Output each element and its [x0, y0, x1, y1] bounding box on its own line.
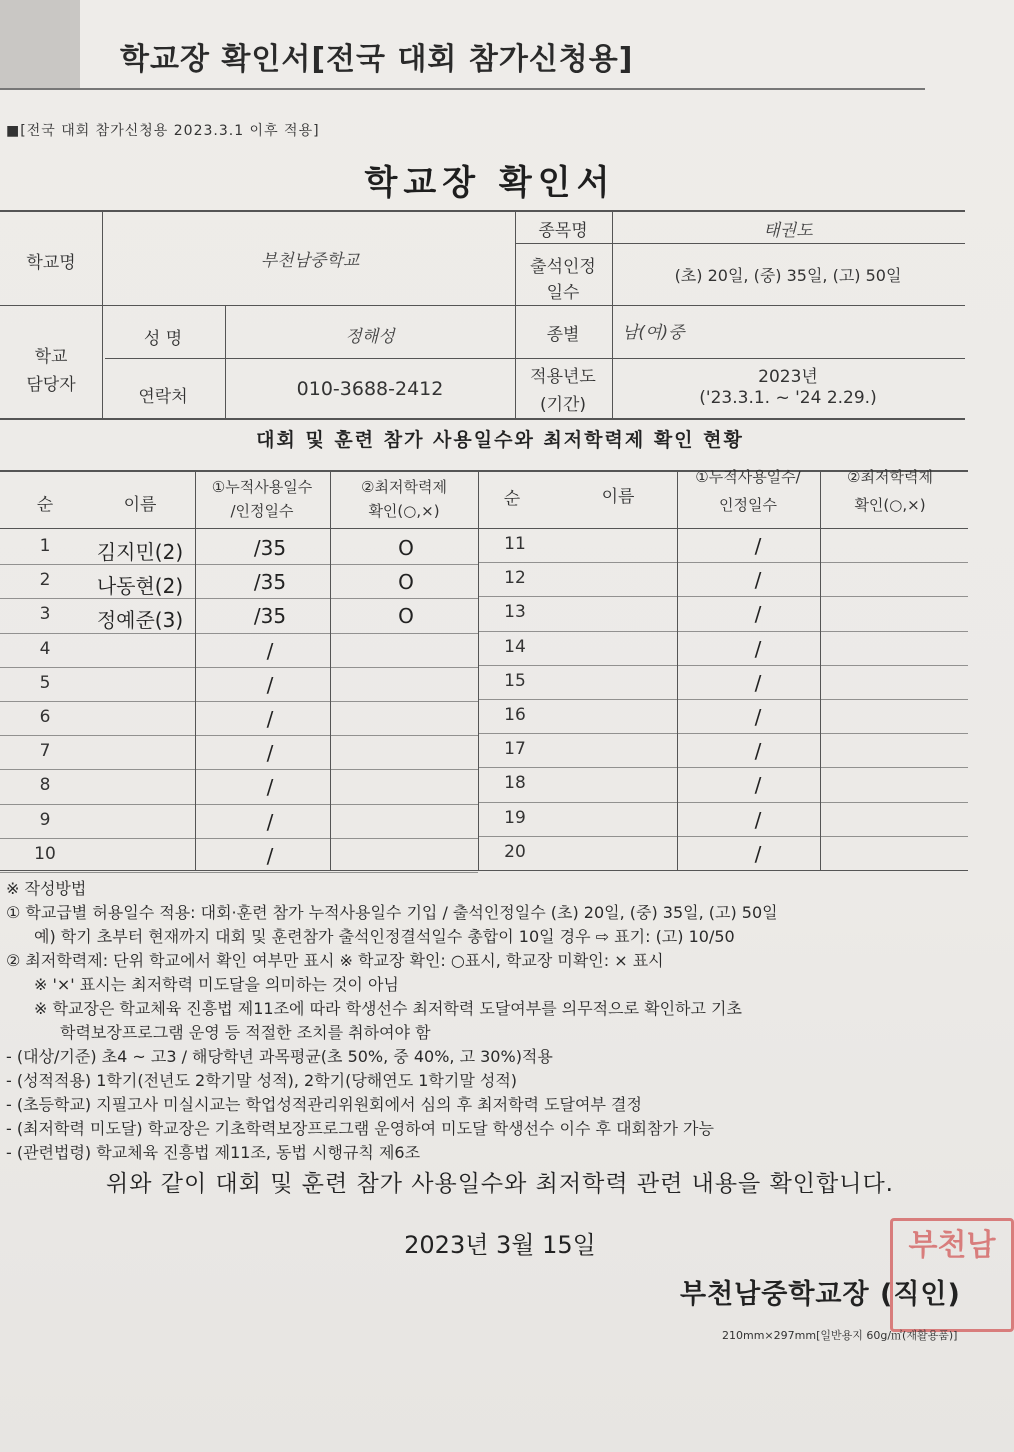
row-no: 14	[504, 636, 526, 657]
contact-value: 010-3688-2412	[296, 378, 444, 400]
header-bar	[0, 0, 80, 88]
info-rule	[0, 210, 965, 212]
row-rule	[0, 564, 478, 565]
header-days-2: /인정일수	[230, 502, 294, 520]
instruction-line: - (관련법령) 학교체육 진흥법 제11조, 동법 시행규칙 제6조	[6, 1143, 421, 1162]
row-days: /	[754, 636, 762, 661]
row-days: /	[754, 705, 762, 729]
row-rule	[0, 838, 478, 839]
row-rule	[0, 598, 478, 599]
header-days-1: ①누적사용일수	[211, 478, 313, 496]
row-rule	[478, 870, 968, 871]
row-no: 1	[39, 536, 51, 556]
instruction-line: - (대상/기준) 초4 ~ 고3 / 해당학년 과목평균(초 50%, 중 40%, 고 30%)적용	[6, 1047, 553, 1066]
year-value-2: ('23.3.1. ~ '24 2.29.)	[699, 388, 877, 408]
info-rule	[225, 305, 226, 418]
row-rule	[478, 802, 968, 803]
row-rule	[478, 767, 968, 768]
school-value: 부천남중학교	[260, 251, 360, 271]
grid-rule	[330, 470, 331, 870]
row-no: 4	[39, 638, 51, 659]
row-days: /35	[253, 536, 287, 560]
row-days: /	[266, 638, 274, 663]
main-title: 학교장 확인서	[364, 163, 616, 203]
header-days-r1: ①누적사용일수/	[695, 468, 801, 486]
name-value: 정해성	[345, 327, 395, 347]
paper-size: 210mm×297mm[일반용지 60g/㎡(재활용품)]	[722, 1329, 958, 1342]
instruction-line: - (성적적용) 1학기(전년도 2학기말 성적), 2학기(당해연도 1학기말 성적)	[6, 1071, 518, 1090]
official-seal: 부천남	[890, 1218, 1014, 1332]
row-rule	[0, 701, 478, 702]
instruction-line: 예) 학기 초부터 현재까지 대회 및 훈련참가 출석인정결석일수 총합이 10일 경우 ⇨ 표기: (고) 10/50	[34, 927, 735, 946]
row-no: 10	[34, 843, 56, 864]
row-days: /	[754, 773, 762, 798]
info-rule	[612, 210, 613, 418]
row-check: O	[398, 570, 414, 595]
header-check-1: ②최저학력제	[361, 478, 447, 496]
row-days: /35	[253, 604, 287, 629]
sport-value: 태권도	[763, 221, 813, 241]
row-check: O	[398, 604, 414, 629]
row-name: 김지민(2)	[96, 540, 184, 564]
section-title: 대회 및 훈련 참가 사용일수와 최저학력제 확인 현황	[256, 429, 744, 451]
year-label-1: 적용년도	[530, 367, 596, 387]
row-days: /	[754, 739, 762, 764]
row-no: 13	[504, 602, 526, 623]
row-no: 6	[39, 707, 51, 727]
row-no: 17	[504, 739, 526, 760]
signer: 부천남중학교장 (직인)	[680, 1279, 961, 1310]
row-no: 18	[504, 773, 526, 794]
instruction-line: 학력보장프로그램 운영 등 적절한 조치를 취하여야 함	[60, 1023, 431, 1042]
row-no: 20	[504, 841, 526, 862]
attendance-value: (초) 20일, (중) 35일, (고) 50일	[674, 266, 902, 285]
gender-label: 종별	[546, 325, 580, 345]
row-days: /	[754, 670, 762, 695]
row-check: O	[398, 536, 414, 560]
row-rule	[0, 633, 478, 634]
manager-label-1: 학교	[34, 347, 68, 367]
row-rule	[0, 872, 478, 873]
sub-note: ■[전국 대회 참가신청용 2023.3.1 이후 적용]	[6, 123, 320, 139]
row-rule	[478, 562, 968, 563]
issue-date: 2023년 3월 15일	[404, 1231, 596, 1259]
top-rule	[0, 88, 925, 90]
row-rule	[478, 733, 968, 734]
instruction-line: ① 학교급별 허용일수 적용: 대회·훈련 참가 누적사용일수 기입 / 출석인정일수 (초) 20일, (중) 35일, (고) 50일	[6, 903, 778, 922]
row-rule	[478, 596, 968, 597]
row-no: 16	[504, 705, 526, 725]
row-no: 11	[504, 534, 526, 554]
instruction-line: ② 최저학력제: 단위 학교에서 확인 여부만 표시 ※ 학교장 확인: ○표시, 학교장 미확인: × 표시	[6, 951, 664, 970]
row-no: 12	[504, 568, 526, 589]
instruction-line: - (최저학력 미도달) 학교장은 기초학력보장프로그램 운영하여 미도달 학생선수 이수 후 대회참가 가능	[6, 1119, 714, 1138]
info-rule	[515, 210, 516, 418]
row-days: /35	[253, 570, 287, 595]
row-rule	[478, 631, 968, 632]
header-check-r2: 확인(○,×)	[854, 496, 926, 514]
year-label-2: (기간)	[539, 395, 587, 415]
row-rule	[0, 769, 478, 770]
confirm-statement: 위와 같이 대회 및 훈련 참가 사용일수와 최저학력 관련 내용을 확인합니다.	[106, 1171, 894, 1197]
row-no: 2	[39, 570, 51, 591]
grid-rule	[820, 470, 821, 870]
gender-value: 남(여)중	[622, 323, 685, 343]
row-days: /	[754, 807, 762, 832]
manager-label-2: 담당자	[26, 375, 76, 395]
row-days: /	[754, 841, 762, 866]
row-days: /	[266, 741, 274, 766]
sport-label: 종목명	[538, 221, 588, 241]
header-name: 이름	[123, 495, 157, 515]
info-rule	[515, 243, 965, 244]
header-no: 순	[36, 495, 54, 515]
row-rule	[0, 804, 478, 805]
row-rule	[478, 665, 968, 666]
grid-rule	[478, 470, 479, 870]
row-no: 15	[504, 670, 526, 691]
row-rule	[0, 735, 478, 736]
instruction-line: ※ 학교장은 학교체육 진흥법 제11조에 따라 학생선수 최저학력 도달여부를 의무적으로 확인하고 기초	[34, 999, 742, 1018]
header-days-r2: 인정일수	[719, 496, 777, 514]
header-name-right: 이름	[601, 487, 635, 507]
info-rule	[0, 418, 965, 420]
row-days: /	[266, 672, 274, 697]
grid-rule	[0, 528, 968, 529]
row-days: /	[754, 534, 762, 558]
attendance-label-1: 출석인정	[530, 257, 596, 277]
row-rule	[0, 667, 478, 668]
row-no: 3	[39, 604, 51, 625]
row-days: /	[266, 809, 274, 834]
row-no: 9	[39, 809, 51, 830]
contact-label: 연락처	[138, 387, 188, 407]
grid-rule	[0, 470, 968, 472]
grid-rule	[677, 470, 678, 870]
instructions	[6, 877, 1006, 1165]
row-rule	[478, 699, 968, 700]
row-no: 8	[39, 775, 51, 796]
info-rule	[102, 210, 103, 418]
row-days: /	[266, 775, 274, 800]
row-no: 7	[39, 741, 51, 762]
year-value-1: 2023년	[758, 367, 818, 387]
row-no: 19	[504, 807, 526, 828]
row-days: /	[754, 602, 762, 627]
name-label: 성 명	[143, 329, 183, 349]
row-no: 5	[39, 672, 51, 693]
instruction-line: - (초등학교) 지필고사 미실시교는 학업성적관리위원회에서 심의 후 최저학력 도달여부 결정	[6, 1095, 642, 1114]
row-name: 나동현(2)	[96, 574, 184, 599]
row-days: /	[266, 707, 274, 731]
row-name: 정예준(3)	[96, 608, 184, 633]
grid-rule	[195, 470, 196, 870]
header-check-2: 확인(○,×)	[368, 502, 440, 520]
info-rule	[105, 358, 965, 359]
row-days: /	[266, 843, 274, 868]
row-rule	[478, 836, 968, 837]
instruction-line: ※ '×' 표시는 최저학력 미도달을 의미하는 것이 아님	[34, 975, 399, 994]
info-rule	[0, 305, 965, 306]
top-title: 학교장 확인서[전국 대회 참가신청용]	[120, 42, 634, 77]
header-check-r1: ②최저학력제	[847, 468, 933, 486]
header-no-right: 순	[503, 489, 521, 509]
school-label: 학교명	[26, 253, 76, 273]
row-days: /	[754, 568, 762, 593]
instruction-line: ※ 작성방법	[6, 879, 87, 898]
attendance-label-2: 일수	[546, 283, 580, 303]
